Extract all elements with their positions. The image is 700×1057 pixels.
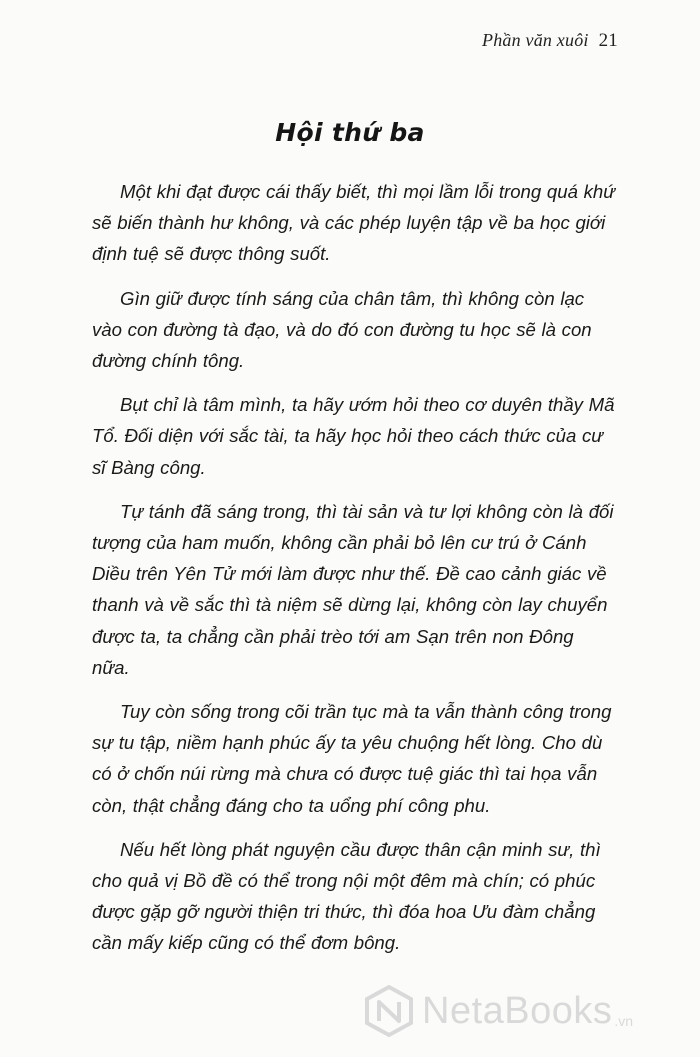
netabooks-logo-icon <box>362 984 416 1038</box>
watermark-brand: NetaBooks <box>422 989 613 1032</box>
running-head <box>482 30 618 52</box>
paragraph: Tự tánh đã sáng trong, thì tài sản và tư lợi không còn là đối tượng của ham muốn, không cần phải bỏ lên cư trú ở Cánh Diều trên Yên Tử mới làm được như thế. Đề cao cảnh giác về thanh và về sắc thì tà niệm sẽ dừng lại, không còn lay chuyển được ta, ta chẳng cần phải trèo tới am Sạn trên non Đông nữa. <box>92 500 614 678</box>
paragraph: Một khi đạt được cái thấy biết, thì mọi lầm lỗi trong quá khứ sẽ biến thành hư không, và các phép luyện tập về ba học giới định tuệ sẽ được thông suốt. <box>92 181 616 265</box>
chapter-title: Hội thứ ba <box>275 118 425 147</box>
watermark <box>362 984 633 1038</box>
paragraph: Bụt chỉ là tâm mình, ta hãy ướm hỏi theo cơ duyên thầy Mã Tổ. Đối diện với sắc tài, ta hãy học hỏi theo cách thức của cư sĩ Bàng công. <box>92 394 615 478</box>
paragraph: Gìn giữ được tính sáng của chân tâm, thì không còn lạc vào con đường tà đạo, và do đó con đường tu học sẽ là con đường chính tông. <box>92 287 592 372</box>
body-text <box>92 176 616 972</box>
section-name: Phần văn xuôi <box>482 30 589 50</box>
watermark-domain: .vn <box>614 1013 634 1029</box>
page-number: 21 <box>598 30 618 51</box>
paragraph: Nếu hết lòng phát nguyện cầu được thân cận minh sư, thì cho quả vị Bồ đề có thể trong nội một đêm mà chín; có phúc được gặp gỡ người thiện tri thức, thì đóa hoa Ưu đàm chẳng cần mấy kiếp cũng có thể đơm bông. <box>92 838 601 954</box>
paragraph: Tuy còn sống trong cõi trần tục mà ta vẫn thành công trong sự tu tập, niềm hạnh phúc ấy ta yêu chuộng hết lòng. Cho dù có ở chốn núi rừng mà chưa có được tuệ giác thì tai họa vẫn còn, thật chẳng đáng cho ta uổng phí công phu. <box>92 701 612 816</box>
